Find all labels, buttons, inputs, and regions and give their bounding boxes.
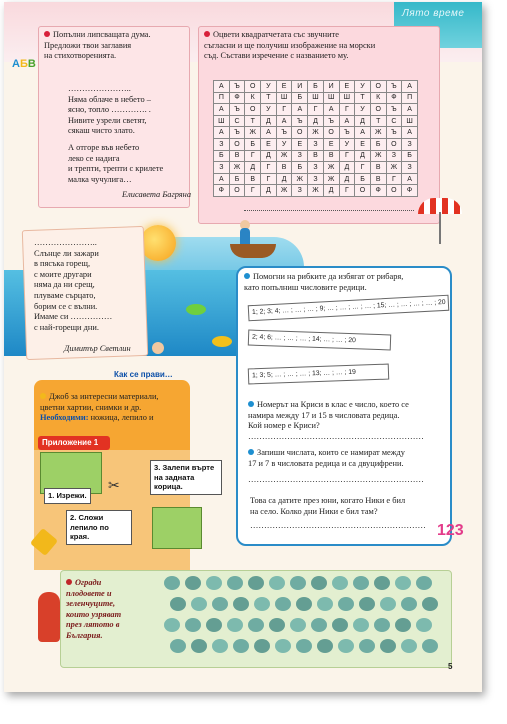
- math-q1: Номерът на Криси в клас е число, което се намира между 17 и 15 в числовата редица. Кой номер е Криси? ………………………………………………………: [248, 400, 444, 442]
- grid-cell[interactable]: Б: [214, 150, 230, 162]
- fruit-vegetable-icon[interactable]: [395, 576, 411, 590]
- grid-cell[interactable]: Д: [276, 173, 292, 185]
- fruit-vegetable-icon[interactable]: [191, 597, 207, 611]
- umbrella-pole: [439, 212, 441, 244]
- grid-cell[interactable]: А: [214, 81, 230, 93]
- task1-poem: ………………….. Няма облаче в небето – ясно, топло …………. . Нивите узрели светят, сякаш чисто злато. А отгоре във небето леко се надига и трепти, трепти с крилете малка чучулига…: [68, 84, 164, 184]
- fruit-vegetable-icon[interactable]: [227, 618, 243, 632]
- fruit-vegetable-icon[interactable]: [395, 618, 411, 632]
- fruit-vegetable-icon[interactable]: [380, 597, 396, 611]
- grid-row: [214, 127, 418, 139]
- grid-cell[interactable]: Е: [276, 81, 292, 93]
- fruit-vegetable-icon[interactable]: [338, 597, 354, 611]
- grid-cell[interactable]: Б: [370, 138, 386, 150]
- grid-cell[interactable]: Ъ: [386, 81, 402, 93]
- grid-cell[interactable]: Ф: [386, 92, 402, 104]
- fisherman-icon: [240, 228, 250, 244]
- step-3: 3. Залепи върте на задната корица.: [150, 460, 222, 495]
- fruit-vegetable-icon[interactable]: [296, 639, 312, 653]
- bullet-icon: [44, 31, 50, 37]
- grid-cell[interactable]: Ж: [370, 127, 386, 139]
- fruit-vegetable-icon[interactable]: [275, 639, 291, 653]
- fruit-vegetable-icon[interactable]: [296, 597, 312, 611]
- grid-cell[interactable]: К: [245, 92, 261, 104]
- math-q3: Това са датите през юни, когато Ники е бил на село. Колко дни Ники е бил там? ………………………………………………………: [250, 496, 446, 532]
- fruit-vegetable-icon[interactable]: [170, 639, 186, 653]
- bullet-icon: [244, 273, 250, 279]
- grid-row: [214, 185, 418, 197]
- grid-row: [214, 173, 418, 185]
- fruit-vegetable-icon[interactable]: [185, 618, 201, 632]
- fruit-vegetable-icon[interactable]: [311, 576, 327, 590]
- grid-cell[interactable]: Ъ: [229, 127, 245, 139]
- grid-cell[interactable]: З: [308, 162, 324, 174]
- fruit-vegetable-icon[interactable]: [248, 576, 264, 590]
- grid-cell[interactable]: О: [229, 185, 245, 197]
- fruit-vegetable-icon[interactable]: [332, 618, 348, 632]
- grid-row: [214, 81, 418, 93]
- grid-cell[interactable]: С: [386, 115, 402, 127]
- grid-cell[interactable]: Г: [308, 104, 324, 116]
- fruit-vegetable-icon[interactable]: [170, 597, 186, 611]
- task2-answer-line[interactable]: [244, 209, 414, 211]
- grid-cell[interactable]: О: [292, 127, 308, 139]
- grid-cell[interactable]: Ъ: [339, 127, 355, 139]
- grid-cell[interactable]: З: [308, 138, 324, 150]
- grid-cell[interactable]: С: [229, 115, 245, 127]
- grid-cell[interactable]: О: [245, 81, 261, 93]
- task1-author: Елисавета Багряна: [122, 190, 192, 199]
- grid-cell[interactable]: Ф: [214, 185, 230, 197]
- grid-cell[interactable]: Б: [355, 173, 371, 185]
- fruit-vegetable-icon[interactable]: [380, 639, 396, 653]
- grid-cell[interactable]: О: [323, 127, 339, 139]
- fruit-vegetable-icon[interactable]: [353, 576, 369, 590]
- appendix-banner: Приложение 1: [38, 436, 110, 450]
- grid-cell[interactable]: Д: [261, 150, 277, 162]
- grid-cell[interactable]: Ж: [386, 162, 402, 174]
- grid-cell[interactable]: Г: [261, 162, 277, 174]
- grid-cell[interactable]: А: [214, 127, 230, 139]
- fruit-vegetable-icon[interactable]: [212, 597, 228, 611]
- fruit-vegetable-icon[interactable]: [317, 597, 333, 611]
- grid-cell[interactable]: О: [355, 185, 371, 197]
- math-q3-answer[interactable]: ………………………………………………………: [250, 521, 426, 531]
- task3-poem: ………………….. Слънце ли зажари в пясъка горещ, с моите другари няма да ни срещ, плуваме сърцато, борим се с вълни. Имаме си …………… с най-горещи дни.: [34, 238, 113, 332]
- fruit-vegetable-icon[interactable]: [359, 639, 375, 653]
- grid-cell[interactable]: У: [276, 138, 292, 150]
- fruit-vegetable-icon[interactable]: [317, 639, 333, 653]
- fruit-vegetable-icon[interactable]: [191, 639, 207, 653]
- grid-cell[interactable]: Ф: [402, 185, 418, 197]
- fruit-vegetable-icon[interactable]: [416, 576, 432, 590]
- grid-cell[interactable]: Ъ: [386, 104, 402, 116]
- grid-cell[interactable]: Г: [276, 104, 292, 116]
- grid-cell[interactable]: Г: [339, 104, 355, 116]
- grid-cell[interactable]: Д: [339, 162, 355, 174]
- grid-cell[interactable]: Д: [261, 185, 277, 197]
- grid-cell[interactable]: Т: [355, 92, 371, 104]
- fruit-vegetable-icon[interactable]: [233, 639, 249, 653]
- book-image: [152, 507, 202, 549]
- fruit-vegetable-icon[interactable]: [401, 597, 417, 611]
- fruit-vegetable-icon[interactable]: [401, 639, 417, 653]
- grid-cell[interactable]: О: [229, 138, 245, 150]
- grid-cell[interactable]: В: [370, 162, 386, 174]
- grid-cell[interactable]: З: [214, 138, 230, 150]
- grid-cell[interactable]: А: [276, 115, 292, 127]
- grid-cell[interactable]: Д: [308, 115, 324, 127]
- grid-cell[interactable]: Ш: [276, 92, 292, 104]
- grid-cell[interactable]: Е: [339, 81, 355, 93]
- grid-cell[interactable]: Ъ: [229, 104, 245, 116]
- grid-cell[interactable]: О: [386, 185, 402, 197]
- howto-title: Как се прави…: [114, 370, 173, 379]
- grid-cell[interactable]: П: [214, 92, 230, 104]
- grid-cell[interactable]: Ф: [229, 92, 245, 104]
- grid-cell[interactable]: Г: [386, 173, 402, 185]
- fish-icon: [212, 336, 232, 347]
- grid-cell[interactable]: В: [323, 150, 339, 162]
- bullet-icon: [66, 579, 72, 585]
- grid-cell[interactable]: В: [276, 162, 292, 174]
- grid-cell[interactable]: Г: [339, 150, 355, 162]
- grid-cell[interactable]: Ш: [214, 115, 230, 127]
- math-q2: Запиши числата, които се намират между 17 и 7 в числовата редица и са двуцифрени. ………………………………………………………: [248, 448, 444, 486]
- grid-cell[interactable]: Ж: [276, 185, 292, 197]
- letter-grid: [213, 80, 418, 197]
- fruit-vegetable-icon[interactable]: [374, 618, 390, 632]
- scissors-icon: ✂: [108, 479, 120, 494]
- grid-cell[interactable]: А: [402, 104, 418, 116]
- grid-cell[interactable]: Ж: [308, 127, 324, 139]
- grid-row: [214, 104, 418, 116]
- grid-cell[interactable]: З: [292, 150, 308, 162]
- grid-cell[interactable]: А: [292, 104, 308, 116]
- fruit-vegetable-icon[interactable]: [269, 618, 285, 632]
- grid-row: [214, 162, 418, 174]
- grid-cell[interactable]: Г: [245, 150, 261, 162]
- grid-cell[interactable]: Ъ: [276, 127, 292, 139]
- grid-cell[interactable]: Б: [402, 150, 418, 162]
- fruit-vegetable-icon[interactable]: [269, 576, 285, 590]
- grid-cell[interactable]: Б: [229, 173, 245, 185]
- grid-cell[interactable]: А: [355, 127, 371, 139]
- grid-cell[interactable]: А: [214, 104, 230, 116]
- fruit-vegetable-icon[interactable]: [248, 618, 264, 632]
- grid-cell[interactable]: У: [261, 81, 277, 93]
- grid-cell[interactable]: Е: [292, 138, 308, 150]
- fruit-vegetable-icon[interactable]: [254, 597, 270, 611]
- grid-cell[interactable]: Ш: [339, 92, 355, 104]
- grid-cell[interactable]: В: [229, 150, 245, 162]
- grid-cell[interactable]: И: [292, 81, 308, 93]
- grid-cell[interactable]: Т: [261, 92, 277, 104]
- header-tab-text: Лято време: [402, 8, 465, 19]
- grid-cell[interactable]: Ж: [323, 173, 339, 185]
- fruit-vegetable-icon[interactable]: [332, 576, 348, 590]
- fruit-vegetable-icon[interactable]: [233, 597, 249, 611]
- grid-cell[interactable]: А: [214, 173, 230, 185]
- swimmer-icon: [152, 342, 164, 354]
- fruit-vegetable-icon[interactable]: [164, 576, 180, 590]
- grid-cell[interactable]: Г: [355, 162, 371, 174]
- grid-cell[interactable]: А: [339, 115, 355, 127]
- fruit-vegetable-icon[interactable]: [353, 618, 369, 632]
- fruit-vegetable-icon[interactable]: [422, 639, 438, 653]
- grid-cell[interactable]: О: [245, 104, 261, 116]
- grid-cell[interactable]: В: [308, 150, 324, 162]
- grid-cell[interactable]: Ш: [308, 92, 324, 104]
- grid-cell[interactable]: А: [402, 127, 418, 139]
- grid-cell[interactable]: Г: [261, 173, 277, 185]
- task4-text: Огради плодовете и зеленчуците, които узряват през лятото в България.: [66, 578, 122, 640]
- fruit-vegetable-icon[interactable]: [185, 576, 201, 590]
- grid-cell[interactable]: В: [370, 173, 386, 185]
- task3-author: Димитър Светлин: [64, 344, 131, 353]
- grid-cell[interactable]: Ъ: [229, 81, 245, 93]
- fruit-vegetable-icon[interactable]: [290, 576, 306, 590]
- grid-cell[interactable]: Д: [323, 185, 339, 197]
- bullet-icon: [204, 31, 210, 37]
- grid-cell[interactable]: Б: [292, 92, 308, 104]
- fruit-vegetable-icon[interactable]: [290, 618, 306, 632]
- grid-cell[interactable]: Ъ: [292, 115, 308, 127]
- math-q2-answer[interactable]: ………………………………………………………: [248, 475, 424, 485]
- grid-cell[interactable]: П: [402, 92, 418, 104]
- fruit-vegetable-icon[interactable]: [359, 597, 375, 611]
- grid-cell[interactable]: О: [386, 138, 402, 150]
- grid-cell[interactable]: Ф: [370, 185, 386, 197]
- page-number: 5: [448, 662, 453, 671]
- grid-cell[interactable]: Б: [292, 162, 308, 174]
- grid-cell[interactable]: К: [370, 92, 386, 104]
- grid-cell[interactable]: А: [323, 104, 339, 116]
- fruit-vegetable-icon[interactable]: [212, 639, 228, 653]
- grid-cell[interactable]: Ш: [323, 92, 339, 104]
- task2-prompt: Оцвети квадратчетата със звучните съгласни и ще получиш изображение на морски съд. Състави изречение с названието му.: [204, 30, 376, 61]
- boat-icon: [230, 244, 276, 258]
- grid-cell[interactable]: З: [292, 185, 308, 197]
- grid-cell[interactable]: Е: [261, 138, 277, 150]
- grid-row: [214, 138, 418, 150]
- number-row-2[interactable]: 2; 4; 6; … ; … ; … ; 14; … ; … ; 20: [248, 330, 391, 351]
- grid-cell[interactable]: О: [370, 81, 386, 93]
- grid-cell[interactable]: Т: [245, 115, 261, 127]
- grid-cell[interactable]: З: [386, 150, 402, 162]
- grid-cell[interactable]: Д: [355, 150, 371, 162]
- numbers-decoration: 123: [437, 522, 464, 539]
- grid-cell[interactable]: Ж: [292, 173, 308, 185]
- grid-cell[interactable]: Е: [323, 138, 339, 150]
- grid-cell[interactable]: Б: [308, 81, 324, 93]
- grid-cell[interactable]: Ж: [370, 150, 386, 162]
- fruit-vegetable-icon[interactable]: [275, 597, 291, 611]
- fruit-vegetable-icon[interactable]: [206, 618, 222, 632]
- grid-cell[interactable]: Ш: [402, 115, 418, 127]
- grid-cell[interactable]: Ъ: [386, 127, 402, 139]
- number-row-3[interactable]: 1; 3; 5; … ; … ; … ; 13; … ; … ; 19: [248, 364, 389, 385]
- grid-cell[interactable]: Т: [370, 115, 386, 127]
- grid-row: [214, 150, 418, 162]
- fruit-vegetable-icon[interactable]: [416, 618, 432, 632]
- grid-cell[interactable]: О: [370, 104, 386, 116]
- math-q1-answer[interactable]: ………………………………………………………: [248, 431, 424, 441]
- fruits-vegetables-area: [164, 574, 444, 662]
- grid-cell[interactable]: Д: [355, 115, 371, 127]
- grid-row: [214, 92, 418, 104]
- grid-cell[interactable]: А: [402, 173, 418, 185]
- step-2: 2. Сложи лепило по края.: [66, 510, 132, 545]
- grid-cell[interactable]: У: [339, 138, 355, 150]
- clown-icon: [38, 592, 60, 642]
- grid-cell[interactable]: Ж: [276, 150, 292, 162]
- fruit-vegetable-icon[interactable]: [311, 618, 327, 632]
- grid-row: [214, 115, 418, 127]
- grid-cell[interactable]: Ъ: [323, 115, 339, 127]
- grid-cell[interactable]: Ж: [245, 127, 261, 139]
- grid-cell[interactable]: З: [214, 162, 230, 174]
- grid-cell[interactable]: Д: [245, 162, 261, 174]
- fruit-vegetable-icon[interactable]: [374, 576, 390, 590]
- grid-cell[interactable]: Д: [261, 115, 277, 127]
- grid-cell[interactable]: У: [261, 104, 277, 116]
- fruit-vegetable-icon[interactable]: [338, 639, 354, 653]
- number-row-1[interactable]: 1; 2; 3; 4; … ; … ; … ; 9; … ; … ; … ; … ; 15; … ; … ; … ; … ; 20: [248, 295, 450, 321]
- workbook-page: [4, 2, 482, 692]
- letters-decoration: АБВ: [12, 58, 36, 70]
- fish-icon: [186, 304, 206, 315]
- task1-prompt: Попълни липсващата дума. Предложи твои заглавия на стихотворенията.: [44, 30, 151, 61]
- grid-cell[interactable]: З: [402, 138, 418, 150]
- grid-cell[interactable]: З: [308, 173, 324, 185]
- grid-cell[interactable]: Г: [339, 185, 355, 197]
- fruit-vegetable-icon[interactable]: [227, 576, 243, 590]
- grid-cell[interactable]: Д: [339, 173, 355, 185]
- grid-cell[interactable]: Ж: [229, 162, 245, 174]
- grid-cell[interactable]: И: [323, 81, 339, 93]
- grid-cell[interactable]: В: [245, 173, 261, 185]
- fruit-vegetable-icon[interactable]: [164, 618, 180, 632]
- grid-cell[interactable]: Ж: [323, 162, 339, 174]
- grid-cell[interactable]: А: [402, 81, 418, 93]
- fruit-vegetable-icon[interactable]: [254, 639, 270, 653]
- grid-cell[interactable]: Б: [245, 138, 261, 150]
- grid-cell[interactable]: А: [261, 127, 277, 139]
- fruit-vegetable-icon[interactable]: [206, 576, 222, 590]
- bullet-icon: [248, 401, 254, 407]
- bullet-icon: [248, 449, 254, 455]
- howto-text: Джоб за интересни материали, цветни хартии, снимки и др. Необходими: ножица, лепило и: [40, 392, 159, 423]
- step-1: 1. Изрежи.: [44, 488, 91, 504]
- grid-cell[interactable]: У: [355, 104, 371, 116]
- grid-cell[interactable]: У: [355, 81, 371, 93]
- bullet-icon: [40, 393, 46, 399]
- math-prompt: Помогни на рибките да избягат от рибаря, като попълниш числовите редици.: [244, 272, 404, 292]
- grid-cell[interactable]: Е: [355, 138, 371, 150]
- grid-cell[interactable]: Г: [245, 185, 261, 197]
- grid-cell[interactable]: З: [402, 162, 418, 174]
- grid-cell[interactable]: Ж: [308, 185, 324, 197]
- fruit-vegetable-icon[interactable]: [422, 597, 438, 611]
